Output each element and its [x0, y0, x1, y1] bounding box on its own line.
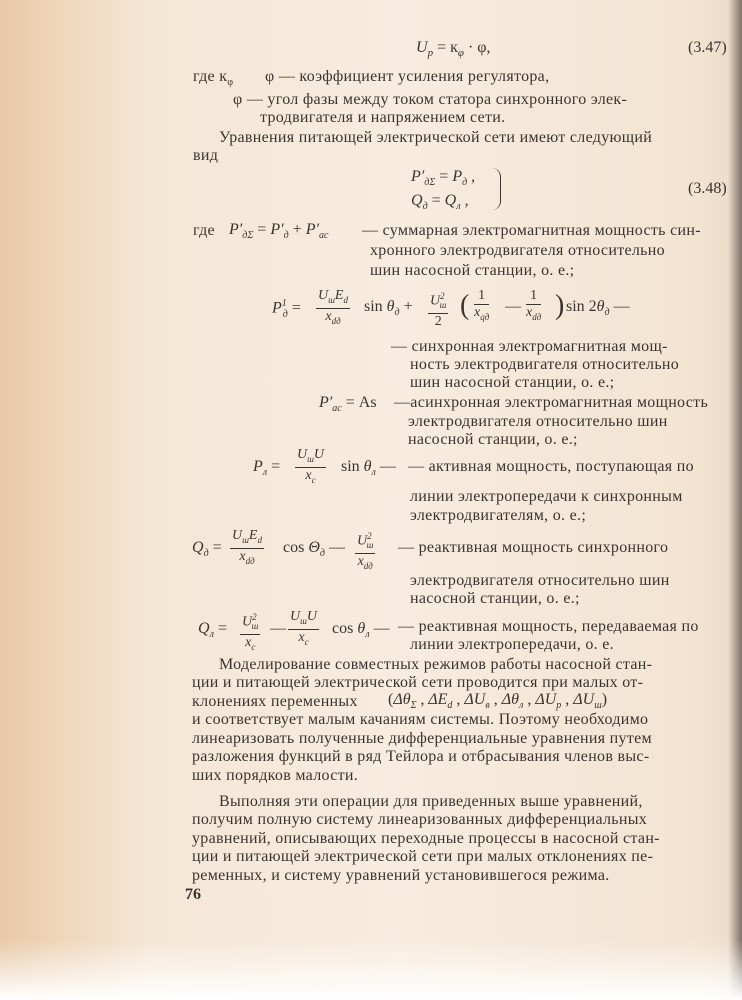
text-line: ции и питающей электрической сети проводится при малых от-: [192, 674, 644, 691]
text-line: — активная мощность, поступающая по: [408, 458, 694, 475]
text-line: шин насосной станции, о. е.;: [370, 262, 575, 279]
equation-number: (3.48): [688, 180, 727, 197]
text-line: —асинхронная электромагнитная мощность: [394, 394, 709, 411]
text-line: линеаризовать полученные дифференциальные уравнения путем: [192, 730, 652, 747]
equation-ql: $Q_л$ =: [198, 620, 227, 641]
text-line: шин насосной станции, о. е.;: [410, 374, 615, 391]
fraction: $U^2_ш$ $x_с$: [240, 609, 260, 655]
text-line: вид: [193, 147, 219, 164]
page-edge-shadow: [728, 0, 742, 1000]
fraction: 1 $x_{dд}$: [526, 288, 542, 322]
text-line: где $к_\varphi$: [193, 68, 234, 89]
text-line: ших порядков малости.: [192, 767, 359, 784]
text-line: Уравнения питающей электрической сети имеют следующий: [219, 129, 653, 146]
text-line: ции и питающей электрической сети при малых отклонениях пе-: [192, 848, 654, 865]
sin-term: $\sin \theta_д$ +: [364, 298, 413, 319]
fraction: $U_шE_d$ $x_{dд}$: [232, 528, 262, 566]
sin-term: $\sin \theta_л$ —: [341, 458, 396, 479]
cos-term: $\cos \Theta_д$ —: [283, 539, 345, 560]
text-line: электродвигателя относительно шин: [408, 413, 668, 430]
fraction: $U_шU$ $x_с$: [297, 447, 325, 485]
fraction: 1 $x_{qд}$: [474, 288, 490, 322]
equation-pac: $P'_{ас} = As$: [319, 394, 377, 415]
equation-pdsum: $P'_{д\Sigma} = P'_д + P'_{ас}$: [229, 221, 329, 242]
text-line: линии электропередачи, о. е.: [410, 636, 614, 653]
fraction: $U_шU$ $x_с$: [290, 609, 318, 647]
text-line: φ — коэффициент усиления регулятора,: [265, 68, 550, 85]
text-line: φ — угол фазы между током статора синхронного элек-: [233, 91, 628, 108]
equation-3-47: $U_p = к_\varphi \cdot \varphi$,: [416, 39, 491, 60]
page-bottom-fade: [0, 940, 742, 1000]
text-line: насосной станции, о. е.;: [410, 590, 580, 607]
page-number: 76: [185, 886, 201, 903]
cos-term: $\cos \theta_л$ —: [332, 620, 390, 641]
brace: [492, 168, 501, 210]
sin2-term: $\sin 2\theta_д$ —: [566, 298, 630, 319]
text-line: где: [193, 222, 215, 239]
equation-3-48a: $P'_{д\Sigma} = P_д$ ,: [411, 168, 476, 189]
text-line: и соответствует малым качаниям системы. Поэтому необходимо: [192, 711, 649, 728]
text-line: линии электропередачи к синхронным: [410, 488, 683, 505]
minus: —: [505, 298, 521, 315]
paren-close: ): [555, 290, 565, 321]
text-line: насосной станции, о. е.;: [408, 431, 578, 448]
text-line: — суммарная электромагнитная мощность син-: [362, 222, 701, 239]
equation-number: (3.47): [688, 39, 727, 56]
text-line: электродвигателям, о. е.;: [410, 507, 587, 524]
equation-pl: $P_л$ =: [253, 458, 281, 479]
text-line: хронного электродвигателя относительно: [370, 242, 665, 259]
text-line: — синхронная электромагнитная мощ-: [391, 338, 668, 355]
text-line: клонениях переменных: [192, 693, 358, 710]
text-line: Моделирование совместных режимов работы насосной стан-: [219, 656, 653, 673]
equation-qd: $Q_д$ =: [192, 539, 222, 560]
minus: —: [270, 620, 286, 637]
text-line: ность электродвигателя относительно: [410, 356, 680, 373]
text-line: ременных, и систему уравнений установившегося режима.: [192, 867, 610, 884]
fraction: $U^2_ш$ $x_{dд}$: [355, 528, 375, 574]
text-line: разложения функций в ряд Тейлора и отбрасывания членов выс-: [192, 748, 650, 765]
equation-deltas: ($\Delta\theta_\Sigma$ , $\Delta E_d$ , $\Delta U_в$ , $\Delta\theta_л$ , $\Delta U_р$ , $\Delta U_ш$): [388, 691, 608, 712]
paren-open: (: [460, 290, 470, 321]
fraction: $U^2_ш$ 2: [428, 288, 448, 330]
text-line: тродвигателя и напряжением сети.: [260, 109, 506, 126]
equation-p1: $P^1_д$ =: [272, 298, 301, 320]
equation-3-48b: $Q_д = Q_л$ ,: [411, 192, 469, 213]
text-line: Выполняя эти операции для приведенных выше уравнений,: [219, 793, 643, 810]
text-line: получим полную систему линеаризованных дифференциальных: [192, 811, 648, 828]
text-line: электродвигателя относительно шин: [410, 572, 670, 589]
fraction: $U_шE_d$ $x_{dд}$: [318, 288, 348, 326]
text-line: — реактивная мощность, передаваемая по: [398, 618, 699, 635]
text-line: уравнений, описывающих переходные процессы в насосной стан-: [192, 830, 660, 847]
text-line: — реактивная мощность синхронного: [398, 539, 669, 556]
